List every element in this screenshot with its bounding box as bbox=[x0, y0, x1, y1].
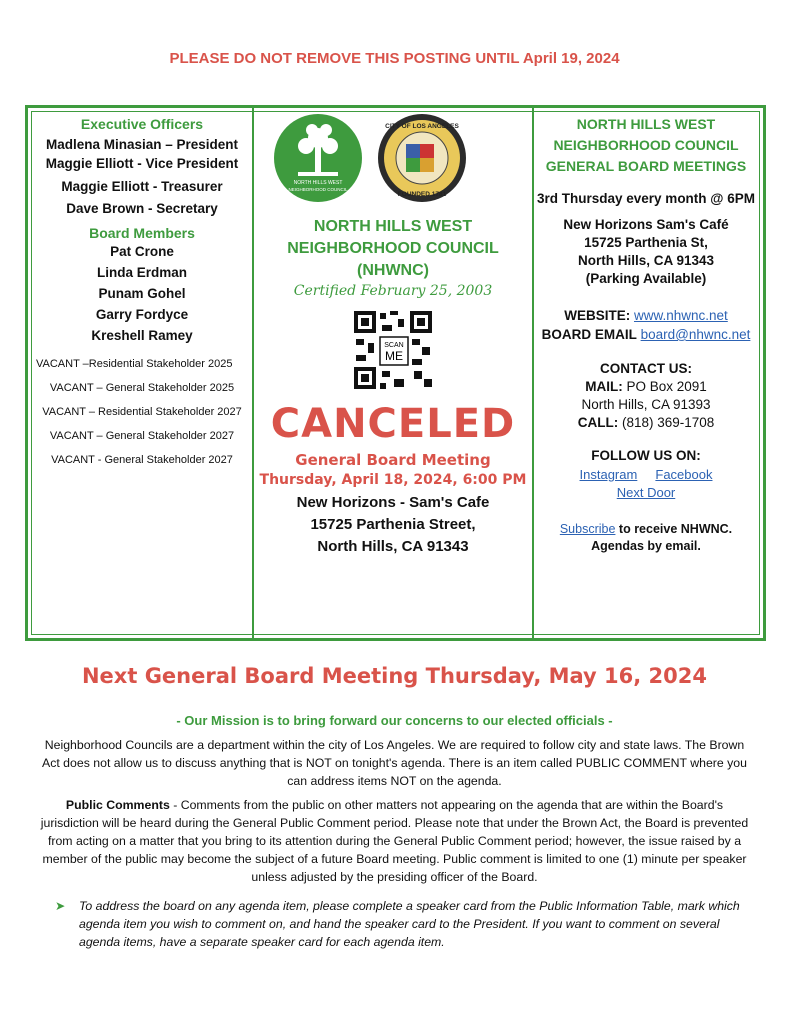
nhwnc-logo-icon bbox=[274, 114, 362, 202]
officer: Maggie Elliott - Treasurer bbox=[61, 179, 223, 194]
certified-date: Certified February 25, 2003 bbox=[293, 283, 493, 299]
email-line bbox=[534, 327, 758, 342]
qr-scan-label: SCAN bbox=[384, 342, 404, 349]
call-label: CALL: bbox=[577, 415, 619, 430]
venue-street: 15725 Parthenia St, bbox=[584, 235, 708, 250]
subscribe-line-2: Agendas by email. bbox=[591, 539, 701, 553]
subscribe-line bbox=[534, 522, 758, 536]
qr-code[interactable] bbox=[254, 309, 532, 391]
website-line bbox=[534, 308, 758, 323]
seal-text: FOUNDED 1781 bbox=[397, 191, 447, 198]
org-name: NORTH HILLS WEST bbox=[313, 218, 473, 235]
website-label: WEBSITE: bbox=[564, 308, 631, 323]
meeting-date: Thursday, April 18, 2024, 6:00 PM bbox=[259, 472, 527, 488]
info-frame bbox=[25, 105, 766, 641]
vacancy: VACANT – General Stakeholder 2025 bbox=[49, 382, 235, 394]
board-member: Pat Crone bbox=[110, 244, 174, 259]
vacancy: VACANT - General Stakeholder 2027 bbox=[51, 454, 233, 466]
email-link[interactable]: board@nhwnc.net bbox=[640, 327, 751, 342]
contact-heading: CONTACT US: bbox=[600, 361, 692, 376]
instagram-link[interactable]: Instagram bbox=[579, 467, 638, 482]
logo-row bbox=[254, 114, 532, 206]
mail-address: PO Box 2091 bbox=[626, 379, 707, 394]
right-title: NEIGHBORHOOD COUNCIL bbox=[553, 137, 739, 153]
arrow-bullet-icon: ➤ bbox=[55, 899, 66, 913]
meeting-street: 15725 Parthenia Street, bbox=[310, 516, 476, 533]
meeting-venue: New Horizons - Sam's Cafe bbox=[296, 494, 490, 511]
officers-column bbox=[32, 114, 252, 632]
exec-officers-heading: Executive Officers bbox=[80, 116, 204, 132]
speaker-card-text: To address the board on any agenda item, please complete a speaker card from the Public Information Table, mark which agenda item you wish to comment on, and hand the speaker card to the President. If you want to comment on several agenda items, have a separate speaker card for each agenda item. bbox=[79, 899, 740, 949]
mission-statement: - Our Mission is to bring forward our concerns to our elected officials - bbox=[176, 713, 613, 728]
social-links bbox=[534, 467, 758, 482]
mail-label: MAIL: bbox=[585, 379, 623, 394]
parking-note: (Parking Available) bbox=[585, 271, 707, 286]
phone-number: (818) 369-1708 bbox=[621, 415, 715, 430]
venue-name: New Horizons Sam's Café bbox=[563, 217, 729, 232]
org-name: NEIGHBORHOOD COUNCIL bbox=[287, 240, 499, 257]
public-comments-paragraph bbox=[38, 796, 751, 886]
intro-paragraph: Neighborhood Councils are a department within the city of Los Angeles. We are required to follow city and state laws. The Brown Act does not allow us to discuss anything that is NOT on tonight's agenda. There is an item called PUBLIC COMMENT where you can address items NOT on the agenda. bbox=[42, 738, 747, 788]
public-comments-label: Public Comments bbox=[65, 798, 170, 812]
mail-city: North Hills, CA 91393 bbox=[581, 397, 711, 412]
subscribe-link[interactable]: Subscribe bbox=[559, 522, 616, 536]
logo-text: NEIGHBORHOOD COUNCIL bbox=[288, 187, 348, 192]
nextdoor-line bbox=[534, 485, 758, 500]
board-member: Linda Erdman bbox=[96, 265, 187, 280]
next-meeting-heading: Next General Board Meeting Thursday, May 16, 2024 bbox=[81, 664, 707, 688]
board-member: Kreshell Ramey bbox=[91, 328, 193, 343]
posting-notice: PLEASE DO NOT REMOVE THIS POSTING UNTIL April 19, 2024 bbox=[169, 50, 620, 67]
venue-city: North Hills, CA 91343 bbox=[577, 253, 715, 268]
officer: Maggie Elliott - Vice President bbox=[45, 156, 239, 171]
org-abbrev: (NHWNC) bbox=[357, 262, 429, 279]
vacancy: VACANT –Residential Stakeholder 2025 bbox=[36, 358, 233, 370]
meeting-column bbox=[254, 114, 532, 632]
meeting-city: North Hills, CA 91343 bbox=[317, 538, 469, 555]
contact-column bbox=[534, 114, 758, 632]
website-link[interactable]: www.nhwnc.net bbox=[633, 308, 728, 323]
logo-graphics bbox=[254, 114, 532, 206]
qr-me-label: ME bbox=[385, 349, 403, 363]
call-line bbox=[534, 415, 758, 430]
canceled-stamp: CANCELED bbox=[270, 401, 516, 447]
facebook-link[interactable]: Facebook bbox=[655, 467, 713, 482]
nextdoor-link[interactable]: Next Door bbox=[616, 485, 676, 500]
email-label: BOARD EMAIL bbox=[541, 327, 637, 342]
seal-text: CITY OF LOS ANGELES bbox=[385, 123, 459, 130]
public-comments-text: - Comments from the public on other matters not appearing on the agenda that are within the Board's jurisdiction will be heard during the General Public Comment period. Please note that under the Brown Act, the Board is prevented from acting on a matter that you bring to its attention during the General Public Comment period; however, the issue raised by a member of the public may become the subject of a future Board meeting. Public comment is limited to one (1) minute per speaker unless adjusted by the presiding officer of the Board. bbox=[40, 798, 749, 884]
board-members-heading: Board Members bbox=[89, 225, 195, 241]
mail-line bbox=[534, 379, 758, 394]
vacancy: VACANT – Residential Stakeholder 2027 bbox=[42, 406, 242, 418]
logo-text: NORTH HILLS WEST bbox=[293, 180, 343, 186]
follow-heading: FOLLOW US ON: bbox=[591, 448, 701, 463]
meeting-title: General Board Meeting bbox=[295, 451, 491, 469]
subscribe-text: to receive NHWNC. bbox=[618, 522, 733, 536]
board-member: Punam Gohel bbox=[98, 286, 186, 301]
speaker-card-instruction bbox=[57, 897, 747, 951]
board-member: Garry Fordyce bbox=[95, 307, 189, 322]
officer: Dave Brown - Secretary bbox=[66, 201, 218, 216]
right-title: GENERAL BOARD MEETINGS bbox=[545, 158, 747, 174]
city-seal-icon bbox=[378, 114, 466, 202]
meeting-schedule: 3rd Thursday every month @ 6PM bbox=[537, 191, 755, 206]
right-title: NORTH HILLS WEST bbox=[576, 116, 716, 132]
vacancy: VACANT – General Stakeholder 2027 bbox=[49, 430, 235, 442]
officer: Madlena Minasian – President bbox=[45, 137, 239, 152]
